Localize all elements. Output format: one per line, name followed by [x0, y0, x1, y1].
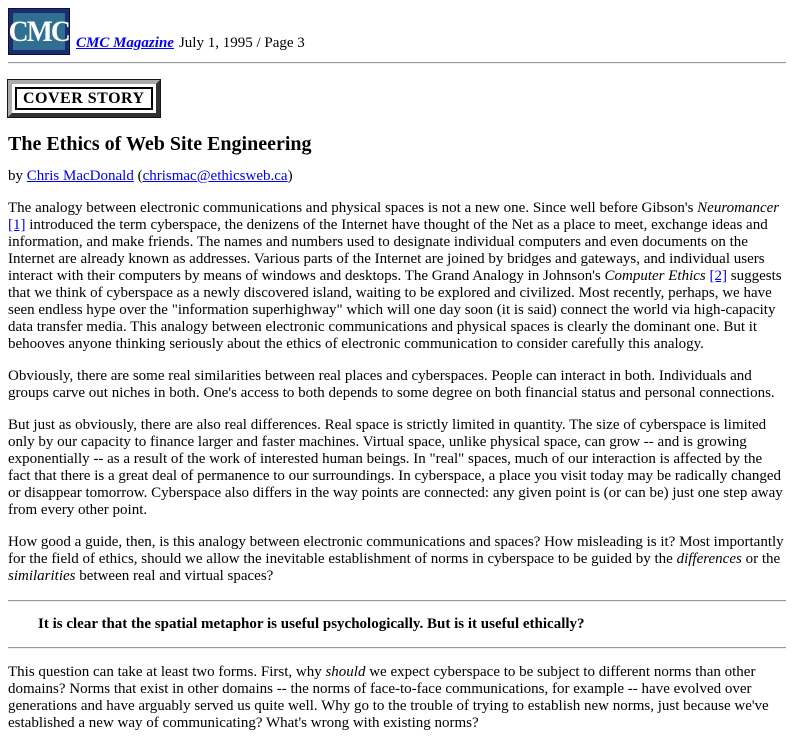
- cmc-logo-text: CMC: [8, 14, 70, 48]
- masthead: [8, 8, 786, 55]
- paragraph-4: [8, 534, 786, 585]
- text-segment: or the: [741, 551, 781, 567]
- text-segment: This question can take at least two forms. First, why: [8, 664, 326, 680]
- horizontal-rule-quote-top: [8, 600, 786, 602]
- horizontal-rule-top: [8, 62, 786, 64]
- author-link[interactable]: Chris MacDonald: [26, 168, 134, 184]
- ref-2-link[interactable]: [2]: [709, 268, 727, 284]
- cmc-logo: [8, 13, 70, 50]
- article-title: The Ethics of Web Site Engineering: [8, 133, 312, 155]
- neuromancer-title: Neuromancer: [697, 200, 780, 216]
- paragraph-2: [8, 368, 786, 402]
- text-segment: It is clear that the spatial metaphor is useful psychologically. But is it useful ethically?: [38, 616, 585, 632]
- text-segment: Obviously, there are some real similarities between real places and cyberspaces. People can interact in both. Individuals and groups carve out niches in both. One's access to both depends to some degree on both financial status and personal connections.: [8, 368, 775, 401]
- paragraph-1: [8, 200, 786, 353]
- byline-paren-open: (: [133, 168, 143, 184]
- text-segment: The analogy between electronic communications and physical spaces is not a new one. Since well before Gibson's: [8, 200, 698, 216]
- email-link[interactable]: chrismac@ethicsweb.ca: [142, 168, 288, 184]
- computer-ethics-title: Computer Ethics: [604, 268, 706, 284]
- paragraph-3: [8, 417, 786, 519]
- text-segment: we expect cyberspace to be subject to different norms than other domains? Norms that exist in other domains -- the norms of face-to-face communications, for example -- have evolved over generations and have arguably served us quite well. Why go to the trouble of trying to establish new norms, just because we've established a new way of communicating? What's wrong with existing norms?: [8, 664, 769, 731]
- cmc-logo-link[interactable]: [8, 8, 70, 55]
- text-segment: suggests that we think of cyberspace as a newly discovered island, waiting to be explored and civilized. Most recently, perhaps, we have seen endless hype over the "information superhighway" which will one day soon (it is said) connect the world via high-capacity data transfer media. This analogy between electronic communications and physical spaces is clearly the dominant one. But it behooves anyone thinking seriously about the ethics of electronic communication to consider carefully this analogy.: [8, 268, 782, 352]
- issue-info: July 1, 1995 / Page 3: [178, 35, 305, 51]
- text-segment: similarities: [8, 568, 76, 584]
- cover-story-banner: [8, 80, 160, 117]
- text-segment: But just as obviously, there are also real differences. Real space is strictly limited in quantity. The size of cyberspace is limited only by our capacity to finance larger and faster machines. Virtual space, unlike physical space, can grow -- and is growing exponentially -- as a result of the work of interested human beings. In "real" spaces, much of our interaction is affected by the fact that there is a great deal of permanence to our surroundings. In cyberspace, a place you visit today may be radically changed or disappear tomorrow. Cyberspace also differs in the way points are connected: any given point is (or can be) just one step away from every other point.: [8, 417, 783, 518]
- byline-prefix: by: [8, 168, 27, 184]
- ref-1-link[interactable]: [1]: [8, 217, 26, 233]
- paragraph-5: [8, 664, 786, 732]
- text-segment: How good a guide, then, is this analogy between electronic communications and spaces? How misleading is it? Most importantly for the field of ethics, should we allow the inevitable establishment of norms in cyberspace to be guided by the: [8, 534, 784, 567]
- text-segment: differences: [676, 551, 742, 567]
- masthead-text: [76, 35, 305, 55]
- pull-quote: [38, 616, 746, 633]
- byline: [8, 168, 786, 185]
- text-segment: introduced the term cyberspace, the denizens of the Internet have thought of the Net as a place to meet, exchange ideas and information, and make friends. The names and numbers used to designate individual computers and even documents on the Internet are already known as addresses. Various parts of the Internet are joined by bridges and gateways, and individual users interact with their computers by means of windows and desktops. The Grand Analogy in Johnson's: [8, 217, 768, 284]
- text-segment: between real and virtual spaces?: [75, 568, 274, 584]
- byline-paren-close: ): [287, 168, 293, 184]
- cover-story-label: COVER STORY: [15, 87, 153, 110]
- magazine-link[interactable]: CMC Magazine: [76, 35, 174, 51]
- text-segment: should: [325, 664, 366, 680]
- horizontal-rule-quote-bottom: [8, 647, 786, 649]
